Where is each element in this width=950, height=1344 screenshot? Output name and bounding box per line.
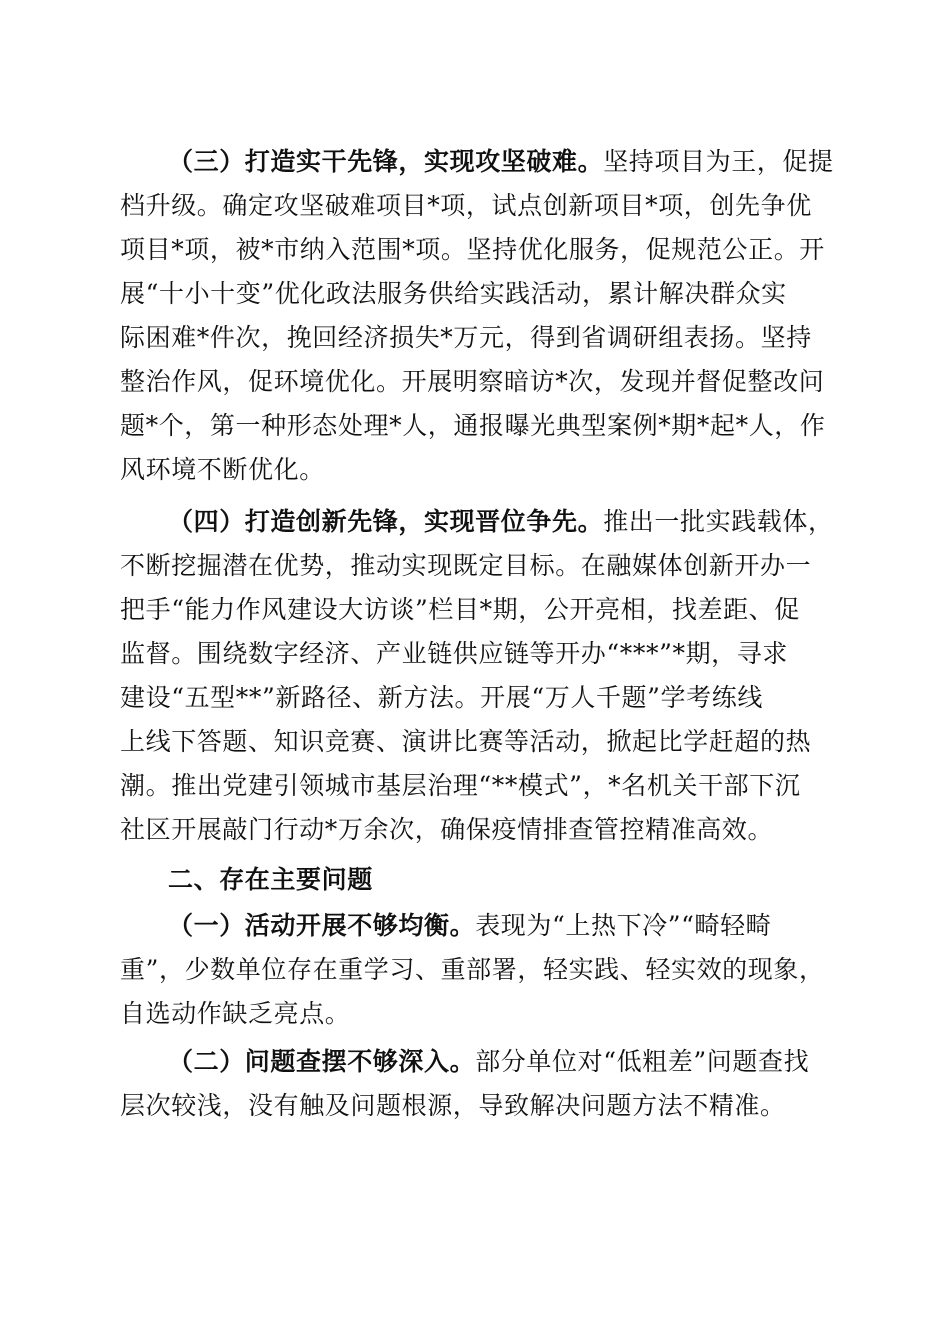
problem-lead: （二）问题查摆不够深入。 — [168, 1047, 476, 1076]
paragraph-line: 潮。推出党建引领城市基层治理“**模式”，*名机关干部下沉 — [120, 771, 801, 800]
paragraph-line: 不断挖掘潜在优势，推动实现既定目标。在融媒体创新开办一 — [120, 551, 812, 580]
paragraph-line: 自选动作缺乏亮点。 — [120, 999, 351, 1028]
section-lead: （三）打造实干先锋，实现攻坚破难。 — [168, 147, 604, 176]
paragraph-line: 际困难*件次，挽回经济损失*万元，得到省调研组表扬。坚持 — [120, 323, 812, 352]
paragraph-text: 推出一批实践载体， — [603, 507, 834, 536]
paragraph-text: 表现为“上热下冷”“畸轻畸 — [475, 911, 772, 940]
paragraph-line: 层次较浅，没有触及问题根源，导致解决问题方法不精准。 — [120, 1091, 786, 1120]
paragraph-line: 社区开展敲门行动*万余次，确保疫情排查管控精准高效。 — [120, 815, 774, 844]
paragraph-line: 题*个，第一种形态处理*人，通报曝光典型案例*期*起*人，作 — [120, 411, 826, 440]
paragraph-line: 档升级。确定攻坚破难项目*项，试点创新项目*项，创先争优 — [120, 191, 812, 220]
paragraph-first-line — [168, 142, 836, 182]
paragraph-line: 把手“能力作风建设大访谈”栏目*期，公开亮相，找差距、促 — [120, 595, 800, 624]
section-lead: （四）打造创新先锋，实现晋位争先。 — [168, 507, 604, 536]
paragraph-first-line — [168, 1042, 836, 1082]
paragraph-first-line — [168, 906, 836, 946]
paragraph-line: 风环境不断优化。 — [120, 455, 325, 484]
paragraph-first-line — [168, 502, 836, 542]
paragraph-line: 重”，少数单位存在重学习、重部署，轻实践、轻实效的现象， — [120, 955, 825, 984]
paragraph-line: 项目*项，被*市纳入范围*项。坚持优化服务，促规范公正。开 — [120, 235, 825, 264]
paragraph-line: 上线下答题、知识竞赛、演讲比赛等活动，掀起比学赶超的热 — [120, 727, 812, 756]
section-heading: 二、存在主要问题 — [168, 865, 373, 894]
paragraph-text: 部分单位对“低粗差”问题查找 — [475, 1047, 810, 1076]
paragraph-text: 坚持项目为王，促提 — [603, 147, 834, 176]
paragraph-line: 整治作风，促环境优化。开展明察暗访*次，发现并督促整改问 — [120, 367, 825, 396]
paragraph-line: 展“十小十变”优化政法服务供给实践活动，累计解决群众实 — [120, 279, 787, 308]
paragraph-line: 监督。围绕数字经济、产业链供应链等开办“***”*期，寻求 — [120, 639, 788, 668]
paragraph-line: 建设“五型**”新路径、新方法。开展“万人千题”学考练线 — [120, 683, 763, 712]
problem-lead: （一）活动开展不够均衡。 — [168, 911, 476, 940]
